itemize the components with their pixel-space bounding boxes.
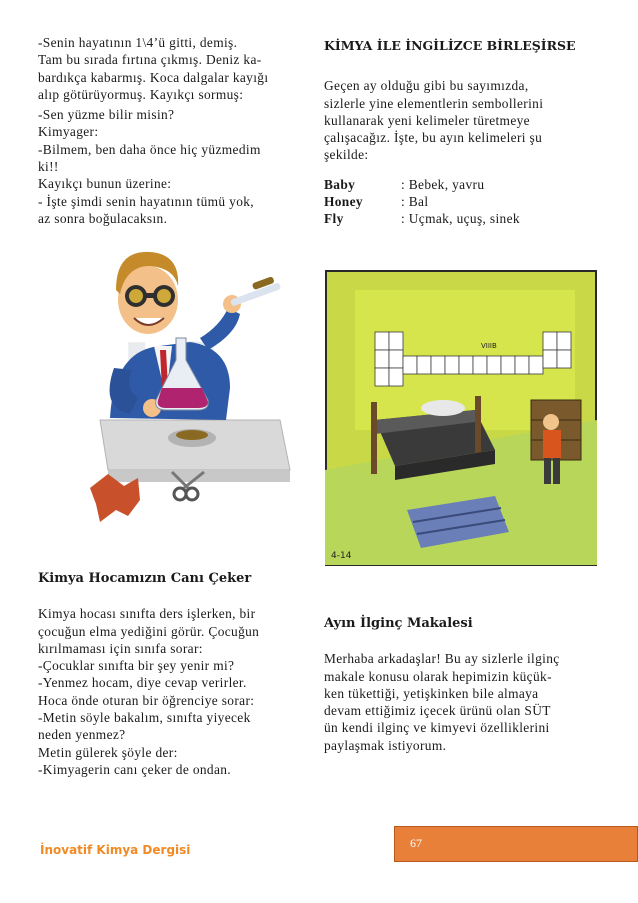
joke-line: -Metin söyle bakalım, sınıfta yiyecek [38,710,251,726]
vocab-meaning: : Bal [401,194,429,210]
section-title: KİMYA İLE İNGİLİZCE BİRLEŞİRSE [324,38,576,53]
article-title: Ayın İlginç Makalesi [324,616,473,631]
joke-continuation [38,34,310,227]
joke-line: Kayıkçı bunun üzerine: [38,176,172,192]
joke-line: -Senin hayatının 1\4’ü gitti, demiş. [38,35,238,50]
page-number-box [394,826,638,862]
joke-line: neden yenmez? [38,727,126,743]
cartoon-caption: 4-14 [331,551,352,561]
magazine-name: İnovatif Kimya Dergisi [40,843,191,857]
article-section [324,615,606,754]
joke-line: -Kimyagerin canı çeker de ondan. [38,761,232,777]
intro-line: sizlerle yine elementlerin sembollerini [324,95,544,111]
intro-line: çalışacağız. İşte, bu ayın kelimeleri şu [324,130,543,146]
vocab-row [324,210,606,227]
joke-line: Kimya hocası sınıfta ders işlerken, bir [38,606,256,622]
article-line: ken tükettiği, yetişkinken bile almaya [324,685,539,701]
intro-line: Geçen ay olduğu gibi bu sayımızda, [324,78,529,94]
periodic-table-bedroom-cartoon [325,270,597,566]
vocab-row [324,176,606,193]
joke-line: Metin gülerek şöyle der: [38,744,178,760]
joke-line: bardıkça kabarmış. Koca dalgalar kayığı [38,69,269,85]
article-line: Merhaba arkadaşlar! Bu ay sizlerle ilginç [324,651,560,667]
joke-line: -Yenmez hocam, diye cevap verirler. [38,675,247,691]
english-section [324,34,606,228]
intro-line: kullanarak yeni kelimeler türetmeye [324,112,530,128]
joke-line: -Sen yüzme bilir misin? [38,107,175,123]
joke-line: Kimyager: [38,124,99,140]
poster-label: VIIIB [481,342,497,350]
joke-line: - İşte şimdi senin hayatının tümü yok, [38,193,254,209]
vocab-meaning: : Bebek, yavru [401,176,485,192]
vocab-word: Fly [324,211,344,227]
joke-line: -Bilmem, ben daha önce hiç yüzmedim [38,141,261,157]
article-line: paylaşmak istiyorum. [324,737,447,753]
intro-line: şekilde: [324,147,369,163]
joke-line: az sonra boğulacaksın. [38,210,168,226]
page-number: 67 [410,836,422,850]
article-line: devam ettiğimiz içecek ürünü olan SÜT [324,703,551,719]
joke-line: Hoca önde oturan bir öğrenciye sorar: [38,692,255,708]
joke-line: ki!! [38,159,59,175]
vocab-word: Honey [324,194,363,210]
scientist-illustration [80,238,306,538]
joke-line: kırılmaması için sınıfa sorar: [38,640,203,656]
joke-line: alıp götürüyormuş. Kayıkçı sormuş: [38,86,244,102]
article-line: makale konusu olarak hepimizin küçük- [324,668,552,684]
article-line: ün kendi ilginç ve kimyevi özelliklerini [324,720,550,736]
teacher-joke [38,570,310,778]
vocab-row [324,193,606,210]
joke-line: Tam bu sırada fırtına çıkmış. Deniz ka- [38,52,262,68]
joke-title: Kimya Hocamızın Canı Çeker [38,571,252,586]
vocab-meaning: : Uçmak, uçuş, sinek [401,211,520,227]
vocab-word: Baby [324,176,356,192]
joke-line: çocuğun elma yediğini görür. Çocuğun [38,623,260,639]
joke-line: -Çocuklar sınıfta bir şey yenir mi? [38,658,235,674]
